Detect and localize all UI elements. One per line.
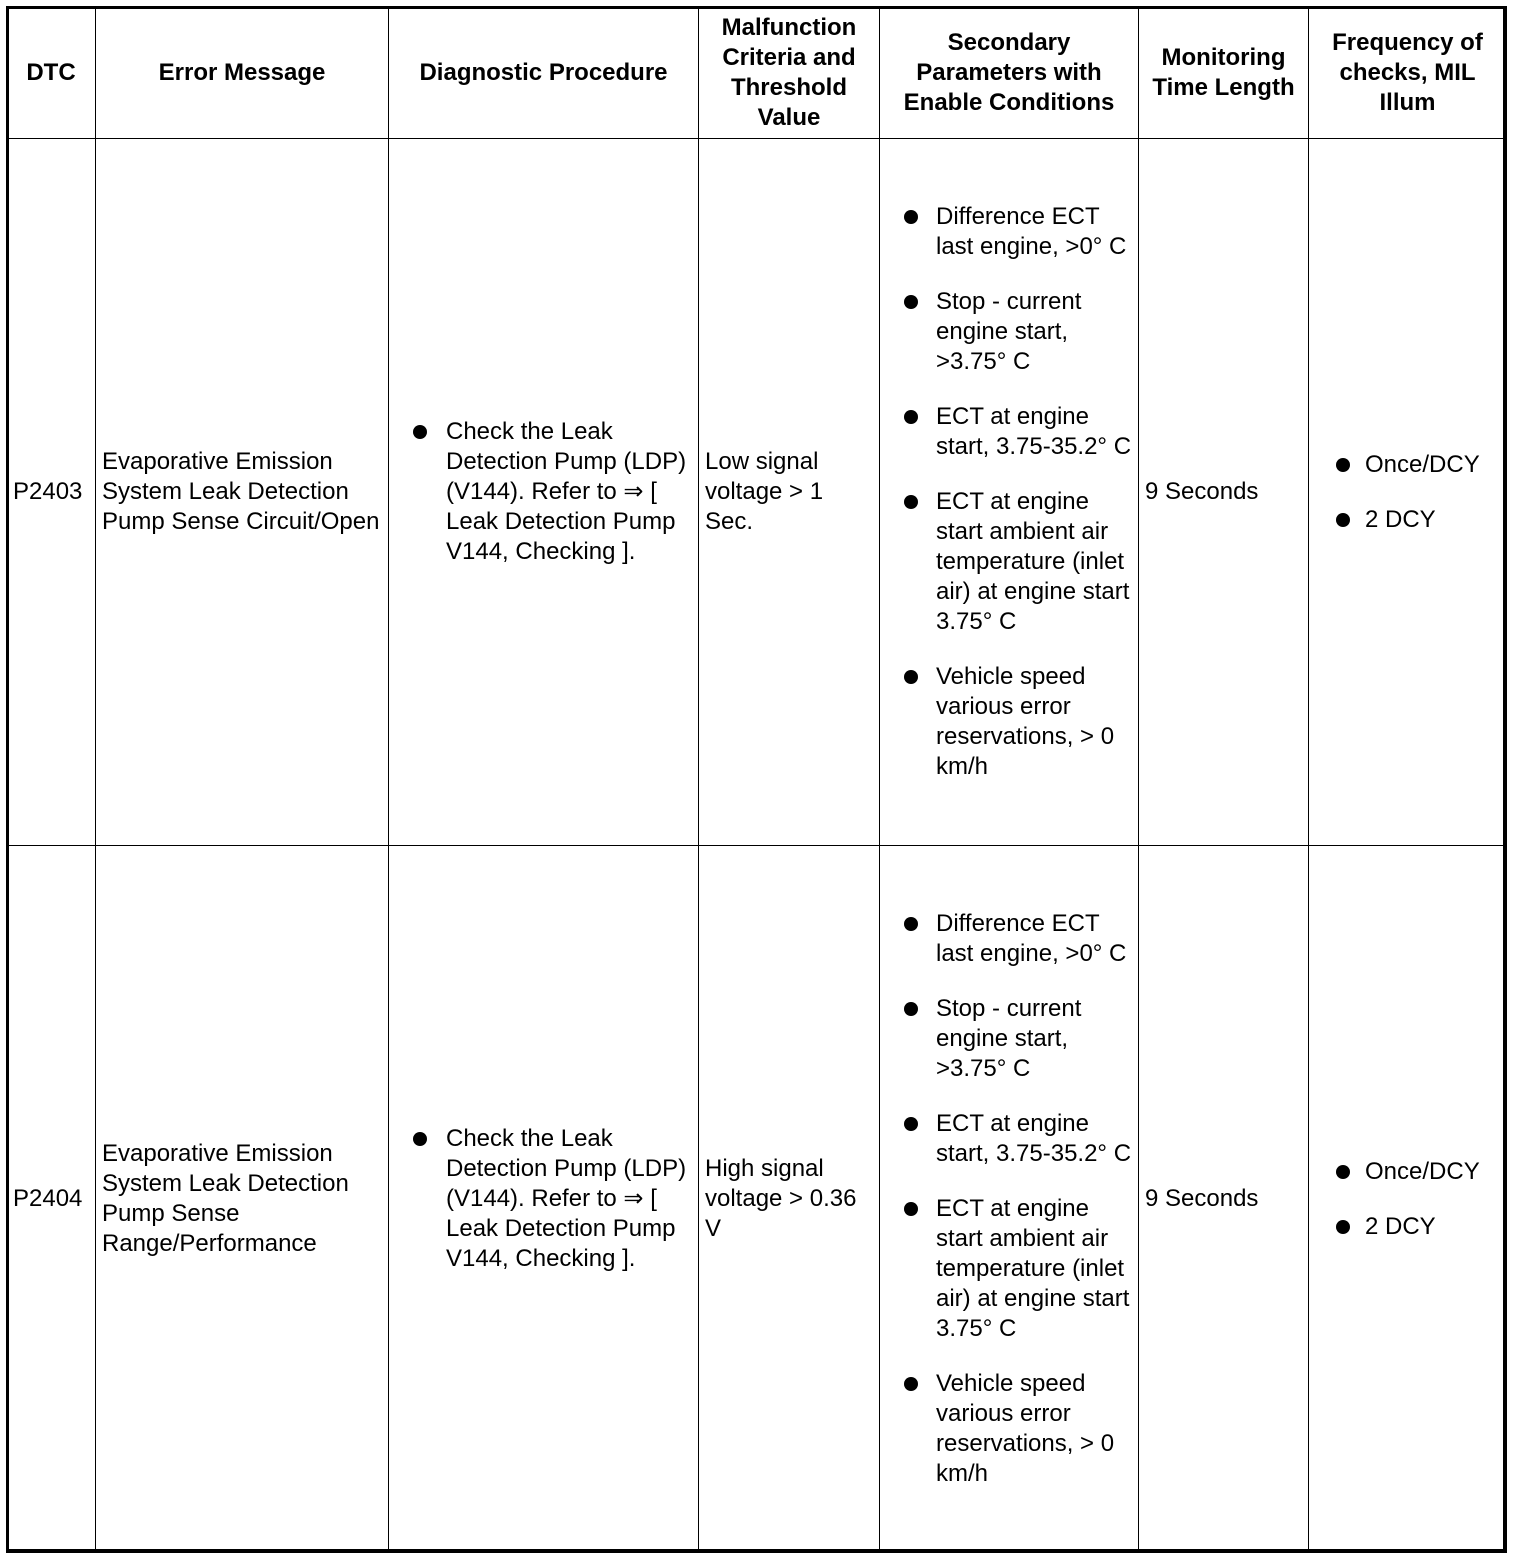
parameter-text: Stop - current engine start, >3.75° C (936, 288, 1082, 375)
frequency-text: Once/DCY (1365, 450, 1480, 478)
header-monitoring-time: Monitoring Time Length (1139, 7, 1309, 139)
parameter-text: Vehicle speed various error reservations, > 0 km/h (936, 663, 1115, 780)
parameter-text: Vehicle speed various error reservations, > 0 km/h (936, 1370, 1115, 1487)
monitoring-time: 9 Seconds (1139, 846, 1309, 1553)
procedure-text: Check the Leak Detection Pump (LDP) (V144). Refer to ⇒ [ Leak Detection Pump V144, Checking ]. (446, 418, 687, 565)
dtc-code: P2403 (7, 139, 96, 846)
error-message: Evaporative Emission System Leak Detection Pump Sense Range/Performance (96, 846, 389, 1553)
frequency-text: 2 DCY (1365, 1212, 1436, 1240)
header-diagnostic-procedure: Diagnostic Procedure (389, 7, 699, 139)
dtc-code: P2404 (7, 846, 96, 1553)
frequency-text: Once/DCY (1365, 1157, 1480, 1185)
parameter-text: Stop - current engine start, >3.75° C (936, 995, 1082, 1082)
malfunction-criteria: Low signal voltage > 1 Sec. (699, 139, 880, 846)
header-secondary-parameters: Secondary Parameters with Enable Conditions (880, 7, 1139, 139)
table-border (6, 6, 1506, 1552)
error-message: Evaporative Emission System Leak Detection Pump Sense Circuit/Open (96, 139, 389, 846)
parameter-text: ECT at engine start ambient air temperature (inlet air) at engine start 3.75° C (936, 488, 1130, 635)
header-frequency: Frequency of checks, MIL Illum (1309, 7, 1507, 139)
parameter-text: Difference ECT last engine, >0° C (936, 203, 1127, 260)
parameter-text: ECT at engine start, 3.75-35.2° C (936, 403, 1132, 460)
header-dtc: DTC (7, 7, 96, 139)
frequency-text: 2 DCY (1365, 505, 1436, 533)
malfunction-criteria: High signal voltage > 0.36 V (699, 846, 880, 1553)
procedure-text: Check the Leak Detection Pump (LDP) (V144). Refer to ⇒ [ Leak Detection Pump V144, Checking ]. (446, 1125, 687, 1272)
parameter-text: Difference ECT last engine, >0° C (936, 910, 1127, 967)
header-malfunction-criteria: Malfunction Criteria and Threshold Value (699, 7, 880, 139)
header-error-message: Error Message (96, 7, 389, 139)
monitoring-time: 9 Seconds (1139, 139, 1309, 846)
parameter-text: ECT at engine start ambient air temperature (inlet air) at engine start 3.75° C (936, 1195, 1130, 1342)
parameter-text: ECT at engine start, 3.75-35.2° C (936, 1110, 1132, 1167)
